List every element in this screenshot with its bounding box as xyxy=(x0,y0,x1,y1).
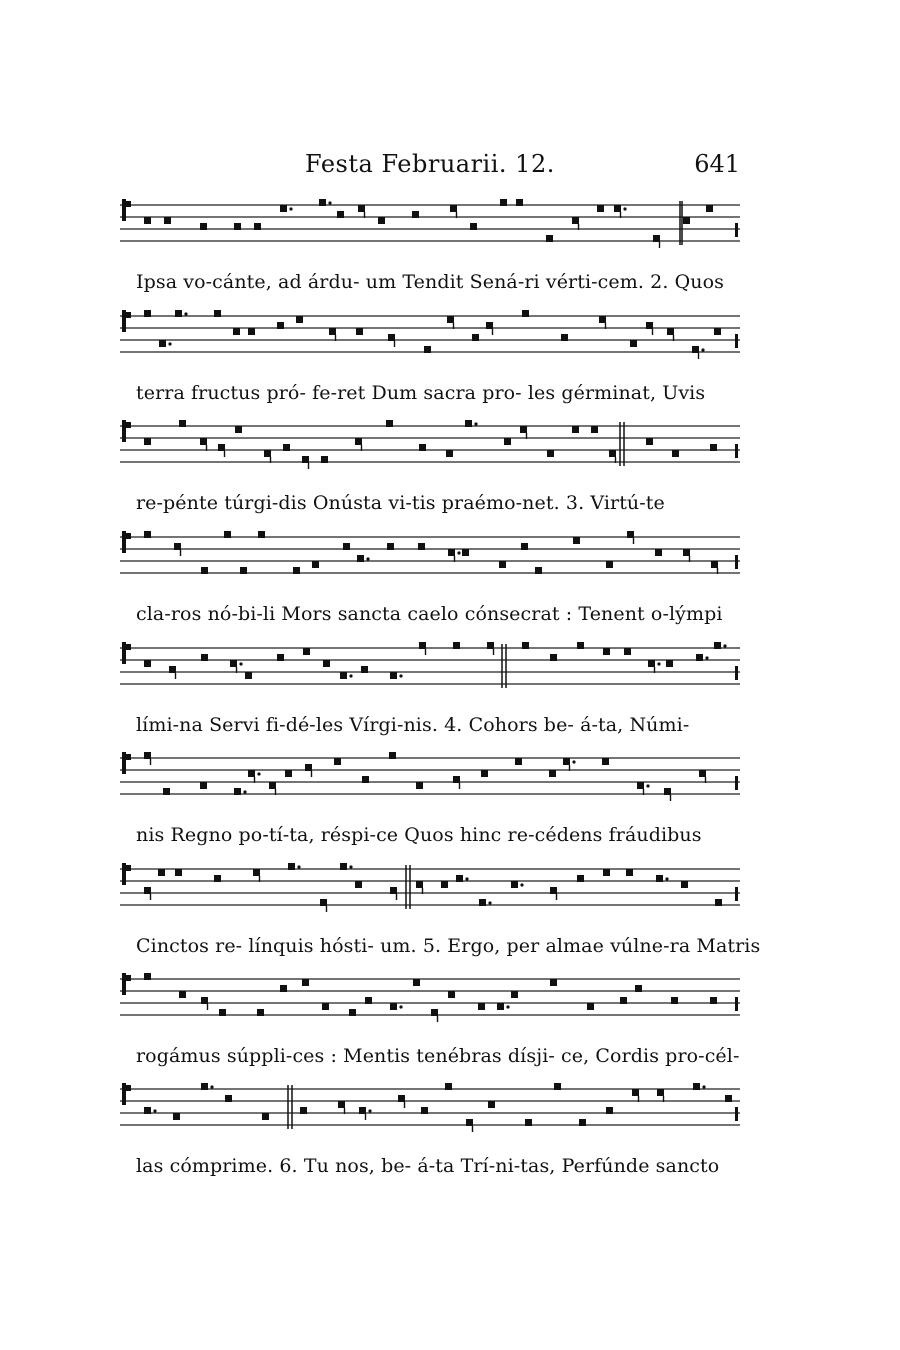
mora-dot xyxy=(657,662,660,665)
neume-staff xyxy=(120,525,740,595)
neume-note xyxy=(602,758,609,765)
neume-note xyxy=(487,642,494,649)
neume-note xyxy=(599,316,606,323)
neume-note xyxy=(144,1107,151,1114)
neume-note xyxy=(159,340,166,347)
c-clef-icon xyxy=(122,863,126,885)
neume-note xyxy=(175,869,182,876)
neume-note xyxy=(173,1113,180,1120)
neume-note xyxy=(214,875,221,882)
neume-note xyxy=(577,875,584,882)
neume-note xyxy=(302,456,309,463)
neume-note xyxy=(200,223,207,230)
lyrics-line: Ipsa vo-cánte, ad árdu- um Tendit Sená-ri vérti-cem. 2. Quos xyxy=(136,271,725,293)
neume-note xyxy=(500,199,507,206)
neume-note xyxy=(277,322,284,329)
neume-note xyxy=(398,1095,405,1102)
neume-note xyxy=(521,543,528,550)
neume-note xyxy=(320,899,327,906)
lyrics-line: terra fructus pró- fe-ret Dum sacra pro- les gérminat, Uvis xyxy=(136,382,706,404)
mora-dot xyxy=(572,760,575,763)
lyrics-line: rogámus súppli-ces : Mentis tenébras dísji- ce, Cordis pro-cél- xyxy=(136,1045,740,1067)
neume-note xyxy=(646,322,653,329)
neume-note xyxy=(254,223,261,230)
lyrics-line: re-pénte túrgi-dis Onústa vi-tis praémo-net. 3. Virtú-te xyxy=(136,492,665,514)
mora-dot xyxy=(665,877,668,880)
neume-note xyxy=(646,438,653,445)
custos-icon xyxy=(735,666,738,680)
neume-note xyxy=(609,450,616,457)
neume-note xyxy=(258,531,265,538)
mora-dot xyxy=(520,883,523,886)
neume-note xyxy=(201,654,208,661)
neume-note xyxy=(522,310,529,317)
mora-dot xyxy=(349,865,352,868)
c-clef-icon xyxy=(126,1085,131,1091)
music-system xyxy=(120,967,740,1077)
neume-note xyxy=(648,660,655,667)
neume-note xyxy=(711,561,718,568)
neume-note xyxy=(573,537,580,544)
music-system xyxy=(120,1077,740,1187)
mora-dot xyxy=(723,644,726,647)
neume-note xyxy=(334,758,341,765)
mora-dot xyxy=(474,422,477,425)
neume-note xyxy=(300,1107,307,1114)
neume-note xyxy=(225,1095,232,1102)
neume-note xyxy=(603,869,610,876)
neume-note xyxy=(288,863,295,870)
lyrics-line: las cómprime. 6. Tu nos, be- á-ta Trí-ni-tas, Perfúnde sancto xyxy=(136,1155,720,1177)
neume-note xyxy=(693,1083,700,1090)
running-title: Festa Februarii. 12. xyxy=(305,150,555,178)
neume-note xyxy=(296,316,303,323)
neume-note xyxy=(340,672,347,679)
neume-note xyxy=(671,997,678,1004)
staff-graphic xyxy=(120,304,740,374)
neume-note xyxy=(620,997,627,1004)
neume-note xyxy=(355,881,362,888)
neume-note xyxy=(201,997,208,1004)
neume-note xyxy=(715,899,722,906)
neume-note xyxy=(421,1107,428,1114)
neume-note xyxy=(362,776,369,783)
neume-note xyxy=(597,205,604,212)
neume-note xyxy=(446,450,453,457)
c-clef-icon xyxy=(126,201,131,207)
neume-staff xyxy=(120,746,740,816)
c-clef-icon xyxy=(126,533,131,539)
neume-note xyxy=(357,555,364,562)
music-system xyxy=(120,857,761,967)
neume-note xyxy=(283,444,290,451)
neume-note xyxy=(264,450,271,457)
neume-note xyxy=(386,420,393,427)
mora-dot xyxy=(506,1005,509,1008)
neume-note xyxy=(445,1083,452,1090)
music-system xyxy=(120,746,740,856)
mora-dot xyxy=(705,656,708,659)
neume-note xyxy=(200,782,207,789)
neume-note xyxy=(667,328,674,335)
neume-note xyxy=(230,660,237,667)
neume-note xyxy=(591,426,598,433)
neume-note xyxy=(525,1119,532,1126)
music-system xyxy=(120,414,740,524)
mora-dot xyxy=(702,1085,705,1088)
neume-note xyxy=(479,899,486,906)
neume-note xyxy=(378,217,385,224)
neume-note xyxy=(179,991,186,998)
neume-note xyxy=(535,567,542,574)
neume-note xyxy=(413,979,420,986)
custos-icon xyxy=(735,444,738,458)
neume-note xyxy=(358,205,365,212)
custos-icon xyxy=(735,555,738,569)
neume-note xyxy=(635,985,642,992)
neume-note xyxy=(340,863,347,870)
neume-note xyxy=(233,328,240,335)
neume-note xyxy=(277,654,284,661)
neume-note xyxy=(293,567,300,574)
neume-note xyxy=(516,199,523,206)
neume-note xyxy=(450,205,457,212)
mora-dot xyxy=(328,201,331,204)
neume-note xyxy=(692,346,699,353)
neume-note xyxy=(240,567,247,574)
neume-note xyxy=(699,770,706,777)
neume-note xyxy=(338,1101,345,1108)
neume-note xyxy=(144,217,151,224)
neume-note xyxy=(235,426,242,433)
neume-note xyxy=(144,752,151,759)
c-clef-icon xyxy=(122,752,126,774)
neume-note xyxy=(632,1089,639,1096)
c-clef-icon xyxy=(122,420,126,442)
neume-note xyxy=(681,881,688,888)
neume-note xyxy=(465,420,472,427)
lyrics-line: Cinctos re- línquis hósti- um. 5. Ergo, per almae vúlne-ra Matris xyxy=(136,935,761,957)
neume-note xyxy=(441,881,448,888)
neume-note xyxy=(637,782,644,789)
neume-note xyxy=(158,869,165,876)
neume-note xyxy=(627,531,634,538)
mora-dot xyxy=(465,877,468,880)
neume-note xyxy=(470,223,477,230)
mora-dot xyxy=(297,865,300,868)
neume-staff xyxy=(120,414,740,484)
neume-note xyxy=(323,660,330,667)
music-system xyxy=(120,193,740,303)
c-clef-icon xyxy=(122,310,126,332)
mora-dot xyxy=(257,772,260,775)
neume-note xyxy=(390,1003,397,1010)
neume-note xyxy=(683,217,690,224)
neume-note xyxy=(418,543,425,550)
neume-note xyxy=(563,758,570,765)
neume-note xyxy=(606,1107,613,1114)
neume-note xyxy=(389,752,396,759)
neume-note xyxy=(312,561,319,568)
neume-note xyxy=(549,770,556,777)
custos-icon xyxy=(735,334,738,348)
c-clef-icon xyxy=(126,644,131,650)
neume-note xyxy=(714,328,721,335)
neume-note xyxy=(218,444,225,451)
neume-staff xyxy=(120,1077,740,1147)
staff-graphic xyxy=(120,857,740,927)
neume-note xyxy=(515,758,522,765)
neume-note xyxy=(359,1107,366,1114)
neume-note xyxy=(710,997,717,1004)
neume-note xyxy=(572,426,579,433)
neume-note xyxy=(431,1009,438,1016)
neume-note xyxy=(319,199,326,206)
mora-dot xyxy=(701,348,704,351)
neume-note xyxy=(214,310,221,317)
neume-note xyxy=(144,531,151,538)
neume-note xyxy=(497,1003,504,1010)
neume-note xyxy=(305,764,312,771)
neume-note xyxy=(472,334,479,341)
neume-note xyxy=(657,1089,664,1096)
neume-note xyxy=(511,881,518,888)
neume-note xyxy=(245,672,252,679)
neume-note xyxy=(626,869,633,876)
mora-dot xyxy=(623,207,626,210)
neume-note xyxy=(478,1003,485,1010)
neume-note xyxy=(664,788,671,795)
mora-dot xyxy=(368,1109,371,1112)
neume-note xyxy=(390,887,397,894)
neume-note xyxy=(387,543,394,550)
neume-note xyxy=(416,881,423,888)
neume-note xyxy=(550,979,557,986)
neume-note xyxy=(486,322,493,329)
mora-dot xyxy=(289,207,292,210)
neume-note xyxy=(144,973,151,980)
neume-note xyxy=(481,770,488,777)
neume-note xyxy=(448,991,455,998)
neume-note xyxy=(390,672,397,679)
neume-note xyxy=(511,991,518,998)
neume-note xyxy=(201,1083,208,1090)
neume-note xyxy=(447,316,454,323)
neume-note xyxy=(606,561,613,568)
neume-staff xyxy=(120,636,740,706)
mora-dot xyxy=(349,674,352,677)
neume-note xyxy=(550,887,557,894)
custos-icon xyxy=(735,887,738,901)
neume-note xyxy=(466,1119,473,1126)
c-clef-icon xyxy=(122,642,126,664)
neume-note xyxy=(343,543,350,550)
staff-graphic xyxy=(120,1077,740,1147)
neume-note xyxy=(504,438,511,445)
c-clef-icon xyxy=(126,865,131,871)
neume-note xyxy=(710,444,717,451)
neume-note xyxy=(361,666,368,673)
neume-note xyxy=(234,223,241,230)
c-clef-icon xyxy=(122,973,126,995)
neume-note xyxy=(412,211,419,218)
custos-icon xyxy=(735,776,738,790)
neume-note xyxy=(349,1009,356,1016)
custos-icon xyxy=(735,997,738,1011)
lyrics-line: nis Regno po-tí-ta, réspi-ce Quos hinc re-cédens fráudibus xyxy=(136,824,702,846)
neume-note xyxy=(169,666,176,673)
neume-note xyxy=(262,1113,269,1120)
neume-note xyxy=(416,782,423,789)
mora-dot xyxy=(210,1085,213,1088)
lyrics-line: lími-na Servi fi-dé-les Vírgi-nis. 4. Cohors be- á-ta, Númi- xyxy=(136,714,690,736)
mora-dot xyxy=(153,1109,156,1112)
mora-dot xyxy=(457,551,460,554)
page-number: 641 xyxy=(694,150,740,178)
neume-note xyxy=(561,334,568,341)
neume-note xyxy=(572,217,579,224)
neume-note xyxy=(179,420,186,427)
mora-dot xyxy=(184,312,187,315)
mora-dot xyxy=(488,901,491,904)
neume-note xyxy=(257,1009,264,1016)
neume-note xyxy=(419,444,426,451)
neume-note xyxy=(448,549,455,556)
c-clef-icon xyxy=(126,312,131,318)
neume-note xyxy=(200,438,207,445)
staff-graphic xyxy=(120,193,740,263)
neume-note xyxy=(419,642,426,649)
neume-note xyxy=(579,1119,586,1126)
neume-staff xyxy=(120,193,740,263)
mora-dot xyxy=(646,784,649,787)
neume-note xyxy=(587,1003,594,1010)
neume-note xyxy=(234,788,241,795)
neume-note xyxy=(388,334,395,341)
neume-note xyxy=(550,654,557,661)
neume-note xyxy=(453,642,460,649)
neume-note xyxy=(280,985,287,992)
neume-note xyxy=(219,1009,226,1016)
neume-note xyxy=(672,450,679,457)
neume-note xyxy=(653,235,660,242)
neume-note xyxy=(329,328,336,335)
music-system xyxy=(120,304,740,414)
neume-note xyxy=(164,217,171,224)
mora-dot xyxy=(366,557,369,560)
neume-note xyxy=(224,531,231,538)
neume-note xyxy=(144,438,151,445)
neume-note xyxy=(547,450,554,457)
neume-note xyxy=(356,328,363,335)
staff-graphic xyxy=(120,414,740,484)
neume-staff xyxy=(120,967,740,1037)
neume-note xyxy=(554,1083,561,1090)
neume-staff xyxy=(120,304,740,374)
c-clef-icon xyxy=(126,754,131,760)
neume-note xyxy=(248,328,255,335)
neume-note xyxy=(253,869,260,876)
neume-note xyxy=(337,211,344,218)
neume-note xyxy=(666,660,673,667)
neume-note xyxy=(201,567,208,574)
neume-note xyxy=(280,205,287,212)
music-system xyxy=(120,525,740,635)
music-system xyxy=(120,636,740,746)
c-clef-icon xyxy=(122,199,126,221)
neume-note xyxy=(144,310,151,317)
neume-note xyxy=(285,770,292,777)
c-clef-icon xyxy=(126,422,131,428)
neume-note xyxy=(144,887,151,894)
neume-note xyxy=(175,310,182,317)
neume-note xyxy=(355,438,362,445)
c-clef-icon xyxy=(122,1083,126,1105)
neume-note xyxy=(624,648,631,655)
mora-dot xyxy=(399,1005,402,1008)
staff-graphic xyxy=(120,636,740,706)
neume-note xyxy=(303,648,310,655)
staff-graphic xyxy=(120,967,740,1037)
staff-graphic xyxy=(120,746,740,816)
neume-note xyxy=(456,875,463,882)
neume-note xyxy=(683,549,690,556)
custos-icon xyxy=(735,1107,738,1121)
neume-note xyxy=(269,782,276,789)
neume-note xyxy=(614,205,621,212)
neume-note xyxy=(520,426,527,433)
neume-note xyxy=(603,648,610,655)
neume-note xyxy=(321,456,328,463)
neume-note xyxy=(424,346,431,353)
neume-note xyxy=(656,875,663,882)
page-header xyxy=(0,150,900,190)
neume-note xyxy=(163,788,170,795)
neume-note xyxy=(546,235,553,242)
neume-note xyxy=(706,205,713,212)
neume-note xyxy=(522,642,529,649)
c-clef-icon xyxy=(126,975,131,981)
neume-note xyxy=(488,1101,495,1108)
mora-dot xyxy=(239,662,242,665)
neume-note xyxy=(302,979,309,986)
neume-note xyxy=(322,1003,329,1010)
mora-dot xyxy=(168,342,171,345)
neume-note xyxy=(144,660,151,667)
neume-note xyxy=(248,770,255,777)
neume-note xyxy=(174,543,181,550)
neume-note xyxy=(462,549,469,556)
mora-dot xyxy=(243,790,246,793)
lyrics-line: cla-ros nó-bi-li Mors sancta caelo cónsecrat : Tenent o-lýmpi xyxy=(136,603,723,625)
custos-icon xyxy=(735,223,738,237)
neume-staff xyxy=(120,857,740,927)
neume-note xyxy=(714,642,721,649)
neume-note xyxy=(453,776,460,783)
c-clef-icon xyxy=(122,531,126,553)
neume-note xyxy=(365,997,372,1004)
neume-note xyxy=(630,340,637,347)
neume-note xyxy=(655,549,662,556)
neume-note xyxy=(725,1095,732,1102)
neume-note xyxy=(499,561,506,568)
neume-note xyxy=(577,642,584,649)
mora-dot xyxy=(399,674,402,677)
staff-graphic xyxy=(120,525,740,595)
neume-note xyxy=(696,654,703,661)
